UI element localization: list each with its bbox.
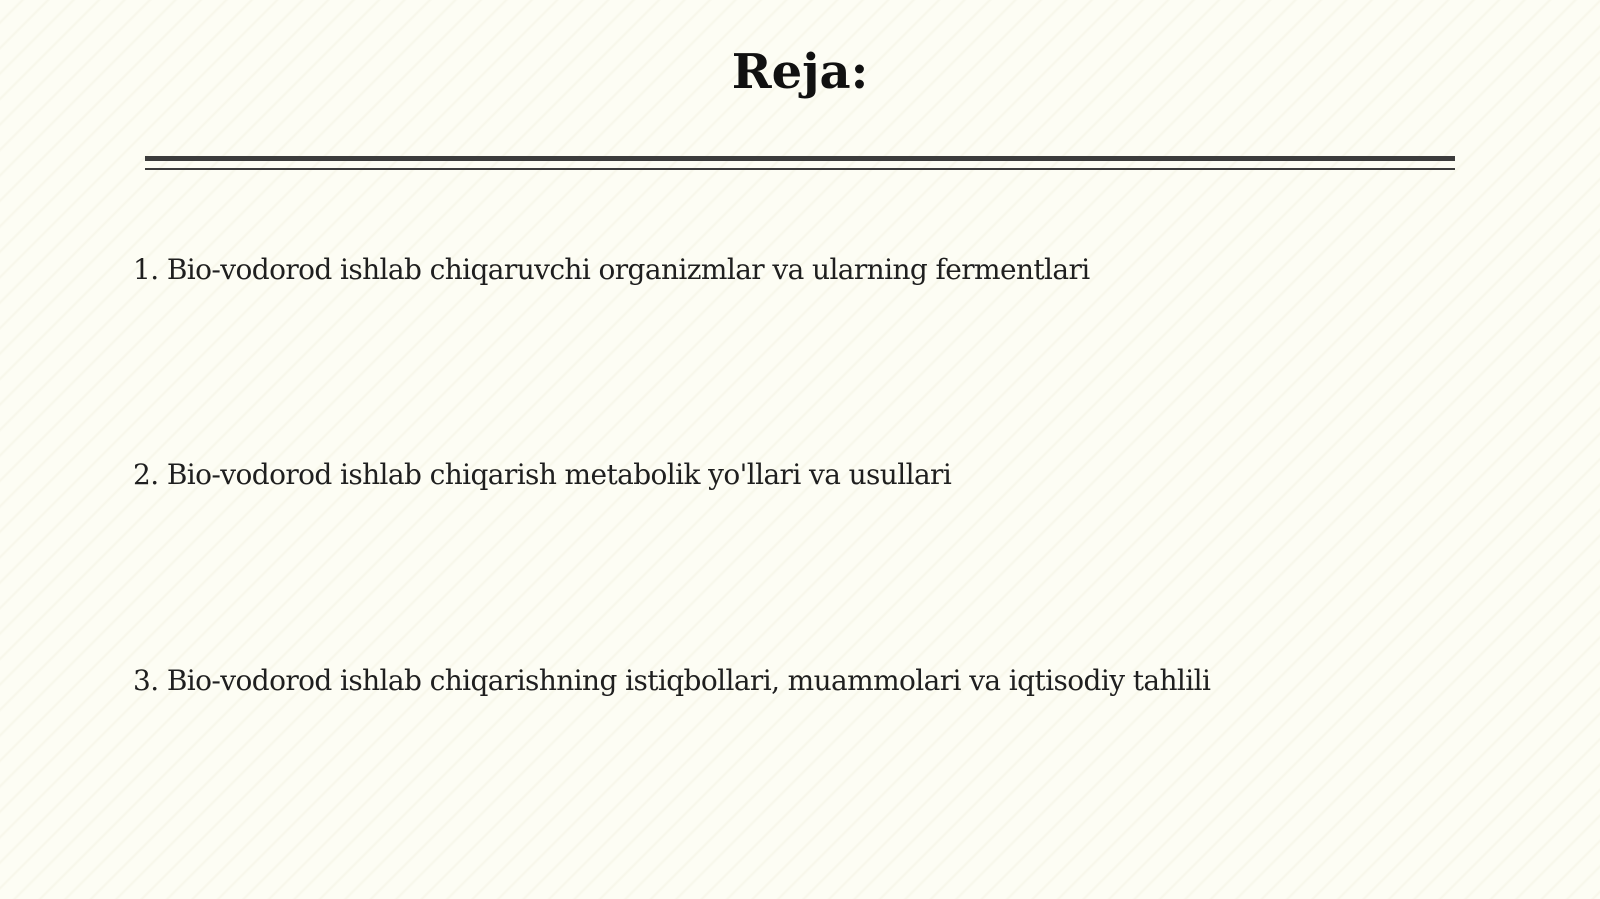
- plan-item-1: 1. Bio-vodorod ishlab chiqaruvchi organizmlar va ularning fermentlari: [133, 253, 1090, 286]
- title-divider-thick: [145, 156, 1455, 161]
- plan-item-3: 3. Bio-vodorod ishlab chiqarishning istiqbollari, muammolari va iqtisodiy tahlili: [133, 664, 1211, 697]
- title-divider-thin: [145, 168, 1455, 170]
- plan-item-2: 2. Bio-vodorod ishlab chiqarish metabolik yo'llari va usullari: [133, 458, 952, 491]
- slide-title: Reja:: [731, 44, 869, 100]
